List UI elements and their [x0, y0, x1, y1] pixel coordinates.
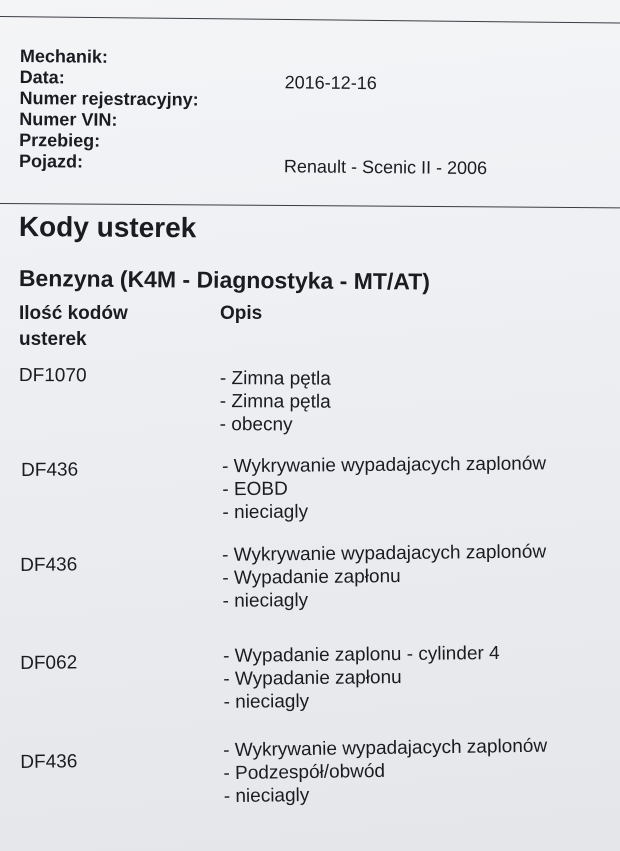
vin-label: Numer VIN: [19, 108, 118, 130]
subsection-title: Benzyna (K4M - Diagnostyka - MT/AT) [18, 265, 431, 295]
column-header-description: Opis [220, 303, 263, 324]
description-line: - nieciagly [223, 784, 310, 808]
description-line: - nieciagly [222, 501, 309, 524]
fault-description [220, 367, 331, 437]
fault-description [222, 540, 547, 612]
fault-entry [20, 641, 620, 713]
fault-description [223, 642, 500, 714]
fault-code: DF436 [21, 459, 79, 481]
plate-label: Numer rejestracyjny: [19, 87, 199, 110]
description-line: - Wykrywanie wypadajacych zaplonów [222, 453, 547, 478]
vehicle-label: Pojazd: [18, 150, 84, 172]
description-line: - Wypadanie zaplonu - cylinder 4 [222, 642, 500, 667]
vehicle-value: Renault - Scenic II - 2006 [283, 156, 488, 179]
description-line: - Zimna pętla [219, 368, 331, 390]
fault-entry [20, 541, 620, 612]
description-line: - EOBD [222, 478, 288, 501]
description-line: - nieciagly [223, 690, 310, 713]
description-line: - Wypadanie zapłonu [222, 566, 401, 589]
fault-code: DF062 [20, 652, 78, 674]
fault-entry [18, 365, 619, 436]
date-label: Data: [19, 66, 65, 88]
section-title: Kody usterek [18, 211, 197, 244]
fault-description [222, 452, 547, 524]
date-value: 2016-12-16 [284, 72, 377, 94]
fault-description [223, 735, 548, 809]
description-line: - Wykrywanie wypadajacych zaplonów [221, 541, 547, 566]
column-header-codes: Ilość kodów usterek [19, 303, 128, 350]
fault-code: DF1070 [18, 365, 87, 387]
fault-entry [20, 734, 620, 808]
description-line: - obecny [219, 414, 293, 436]
description-line: - Wykrywanie wypadajacych zaplonów [222, 735, 548, 762]
description-line: - nieciagly [222, 589, 309, 612]
mechanic-label: Mechanik: [19, 46, 109, 67]
fault-code: DF436 [20, 554, 78, 576]
description-line: - Podzespół/obwód [223, 760, 386, 785]
mileage-label: Przebieg: [19, 129, 101, 151]
fault-entry [21, 452, 620, 524]
fault-code: DF436 [20, 751, 78, 773]
description-line: - Wypadanie zapłonu [223, 667, 402, 690]
description-line: - Zimna pętla [219, 391, 331, 413]
